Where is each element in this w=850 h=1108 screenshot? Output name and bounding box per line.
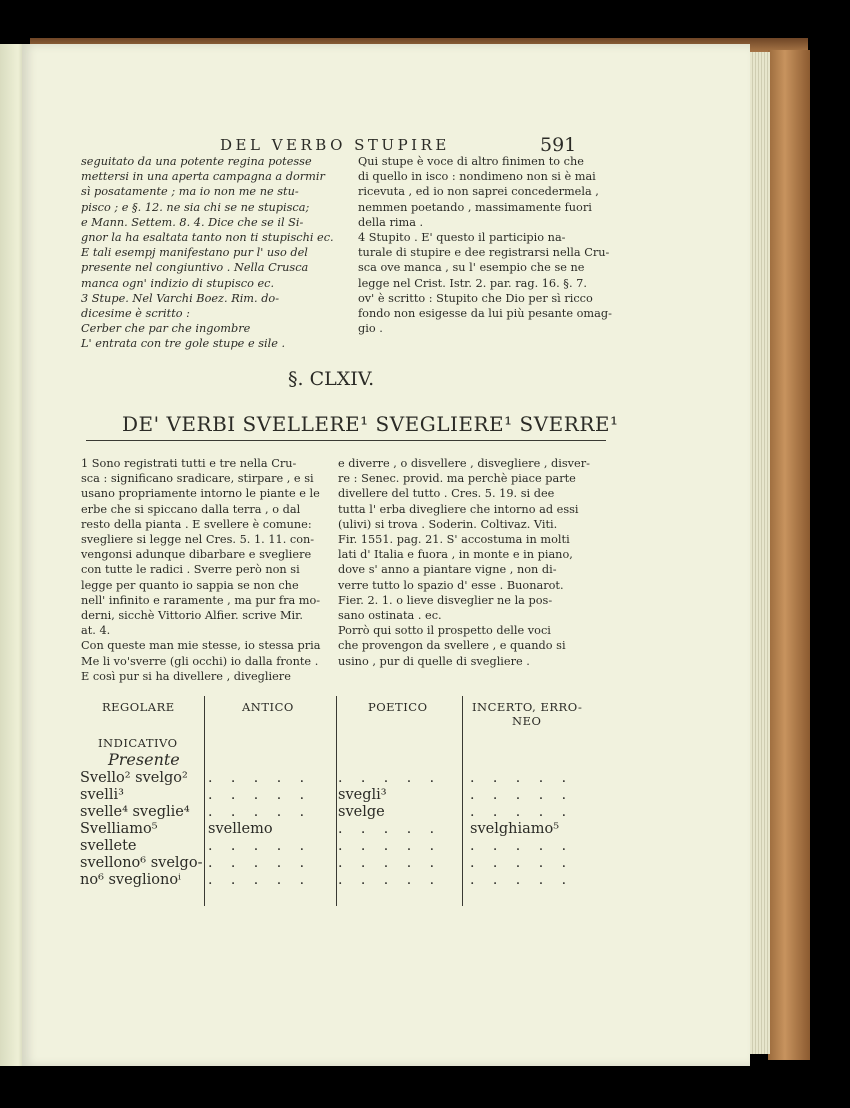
mid-left-column <box>81 456 320 684</box>
table-divider-3 <box>462 696 463 906</box>
col-antico <box>208 770 311 889</box>
top-right-line: turale di stupire e dee registrarsi nella Cru- <box>358 246 610 260</box>
mid-right-line: Fir. 1551. pag. 21. S' accostuma in molti <box>338 533 570 547</box>
top-left-line: presente nel congiuntivo . Nella Crusca <box>81 261 309 275</box>
mid-right-line: (ulivi) si trova . Soderin. Coltivaz. Viti. <box>338 517 558 531</box>
col-incerto <box>470 770 573 889</box>
top-right-line: sca ove manca , su l' esempio che se ne <box>358 261 585 275</box>
top-left-line: sì posatamente ; ma io non me ne stu- <box>81 185 299 199</box>
cell-antico: . . . . . <box>208 872 312 888</box>
th-regolare: REGOLARE <box>102 700 175 714</box>
mid-left-line: con tutte le radici . Sverre però non si <box>81 563 300 577</box>
cell-regolare: no⁶ sveglionoⁱ <box>80 872 181 888</box>
cell-antico: . . . . . <box>208 787 312 803</box>
top-left-line: gnor la ha esaltata tanto non ti stupischi ec. <box>81 231 334 245</box>
mid-left-line: Me li vo'sverre (gli occhi) io dalla fronte . <box>81 654 319 668</box>
top-left-line: dicesime è scritto : <box>81 307 190 321</box>
tense-label: Presente <box>108 750 180 769</box>
top-left-line: L' entrata con tre gole stupe e sile . <box>81 337 286 351</box>
mood-label: INDICATIVO <box>98 736 178 750</box>
cell-poetico: . . . . . <box>338 855 442 871</box>
page-edges <box>750 52 770 1054</box>
top-right-line: legge nel Crist. Istr. 2. par. rag. 16. §. 7. <box>358 276 587 290</box>
cell-poetico: . . . . . <box>338 872 442 888</box>
th-incerto-1: INCERTO, ERRO- <box>472 700 583 714</box>
cell-incerto: svelghiamo⁵ <box>470 821 560 837</box>
cell-regolare: svelle⁴ sveglie⁴ <box>80 804 190 820</box>
th-incerto-2: NEO <box>512 714 542 728</box>
page-number: 591 <box>540 134 577 156</box>
mid-left-line: legge per quanto io sappia se non che <box>81 578 299 592</box>
top-left-line: mettersi in una aperta campagna a dormir <box>81 170 325 184</box>
running-title: DEL VERBO STUPIRE <box>220 136 450 154</box>
top-right-line: gio . <box>358 322 383 336</box>
top-left-line: Cerber che par che ingombre <box>81 322 251 336</box>
cell-antico: . . . . . <box>208 770 312 786</box>
top-right-line: della rima . <box>358 215 424 229</box>
top-right-line: ricevuta , ed io non saprei concedermela , <box>358 185 599 199</box>
top-left-line: seguitato da una potente regina potesse <box>81 155 312 168</box>
mid-right-line: divellere del tutto . Cres. 5. 19. si dee <box>338 487 555 501</box>
mid-right-line: dove s' anno a piantare vigne , non di- <box>338 563 557 577</box>
mid-right-line: e diverre , o disvellere , disvegliere , disver- <box>338 457 590 470</box>
cell-incerto: . . . . . <box>470 787 574 803</box>
cell-incerto: . . . . . <box>470 872 574 888</box>
top-right-line: ov' è scritto : Stupito che Dio per sì ricco <box>358 291 593 305</box>
table-divider-1 <box>204 696 205 906</box>
cell-antico: . . . . . <box>208 855 312 871</box>
cell-incerto: . . . . . <box>470 770 574 786</box>
mid-left-line: svegliere si legge nel Cres. 5. 1. 11. con- <box>81 533 315 547</box>
cell-poetico: svegli³ <box>338 787 387 803</box>
mid-left-line: Con queste man mie stesse, io stessa pria <box>81 639 321 653</box>
cell-poetico: svelge <box>338 804 385 820</box>
col-regolare <box>80 770 202 889</box>
mid-right-line: usino , pur di quelle di svegliere . <box>338 654 530 668</box>
mid-left-line: at. 4. <box>81 624 111 638</box>
top-right-line: fondo non esigesse da lui più pesante omag- <box>358 307 612 321</box>
cell-regolare: svellete <box>80 838 137 854</box>
mid-right-line: verre tutto lo spazio d' esse . Buonarot. <box>338 578 564 592</box>
mid-left-line: vengonsi adunque dibarbare e svegliere <box>81 548 312 562</box>
top-left-line: manca ogn' indizio di stupisco ec. <box>81 276 275 290</box>
top-right-line: nemmen poetando , massimamente fuori <box>358 200 592 214</box>
mid-right-column <box>338 456 590 669</box>
cell-incerto: . . . . . <box>470 855 574 871</box>
mid-right-line: tutta l' erba divegliere che intorno ad essi <box>338 502 579 516</box>
mid-right-line: Fier. 2. 1. o lieve disveglier ne la pos- <box>338 593 553 607</box>
top-left-column <box>81 154 334 352</box>
section-number: §. CLXIV. <box>288 368 375 390</box>
cell-poetico: . . . . . <box>338 770 442 786</box>
top-right-column <box>358 154 612 336</box>
cell-antico: . . . . . <box>208 804 312 820</box>
top-right-line: di quello in isco : nondimeno non si è mai <box>358 170 596 184</box>
top-left-line: pisco ; e §. 12. ne sia chi se ne stupisca; <box>81 200 310 214</box>
table-divider-2 <box>336 696 337 906</box>
top-left-line: 3 Stupe. Nel Varchi Boez. Rim. do- <box>81 291 280 305</box>
cell-antico: svellemo <box>208 821 273 837</box>
top-left-line: e Mann. Settem. 8. 4. Dice che se il Si- <box>81 215 304 229</box>
cell-regolare: Svelliamo⁵ <box>80 821 158 837</box>
mid-right-line: lati d' Italia e fuora , in monte e in piano, <box>338 548 573 562</box>
top-left-line: E tali esempj manifestano pur l' uso del <box>81 246 308 260</box>
cell-incerto: . . . . . <box>470 838 574 854</box>
mid-left-line: sca : significano sradicare, stirpare , e si <box>81 472 314 486</box>
th-poetico: POETICO <box>368 700 428 714</box>
section-title: DE' VERBI SVELLERE¹ SVEGLIERE¹ SVERRE¹ <box>122 412 619 436</box>
th-antico: ANTICO <box>242 700 294 714</box>
col-poetico <box>338 770 441 889</box>
cell-antico: . . . . . <box>208 838 312 854</box>
cell-poetico: . . . . . <box>338 821 442 837</box>
mid-right-line: sano ostinata . ec. <box>338 609 442 623</box>
cell-incerto: . . . . . <box>470 804 574 820</box>
mid-left-line: erbe che si spiccano dalla terra , o dal <box>81 502 301 516</box>
top-right-line: 4 Stupito . E' questo il participio na- <box>358 231 566 245</box>
mid-left-line: usano propriamente intorno le piante e le <box>81 487 320 501</box>
top-right-line: Qui stupe è voce di altro finimen to che <box>358 155 584 168</box>
cell-regolare: svelli³ <box>80 787 124 803</box>
book-page <box>22 44 750 1066</box>
cell-poetico: . . . . . <box>338 838 442 854</box>
cell-regolare: Svello² svelgo² <box>80 770 188 786</box>
mid-left-line: resto della pianta . E svellere è comune: <box>81 517 312 531</box>
title-rule <box>86 440 606 441</box>
cell-regolare: svellono⁶ svelgo- <box>80 855 203 871</box>
mid-left-line: E così pur si ha divellere , divegliere <box>81 669 291 683</box>
mid-right-line: re : Senec. provid. ma perchè piace parte <box>338 472 576 486</box>
mid-left-line: 1 Sono registrati tutti e tre nella Cru- <box>81 457 297 470</box>
mid-left-line: derni, sicchè Vittorio Alfier. scrive Mir. <box>81 609 303 623</box>
book-cover-spine <box>768 50 810 1060</box>
mid-right-line: Porrò qui sotto il prospetto delle voci <box>338 624 551 638</box>
mid-left-line: nell' infinito e raramente , ma pur fra mo- <box>81 593 321 607</box>
mid-right-line: che provengon da svellere , e quando si <box>338 639 566 653</box>
